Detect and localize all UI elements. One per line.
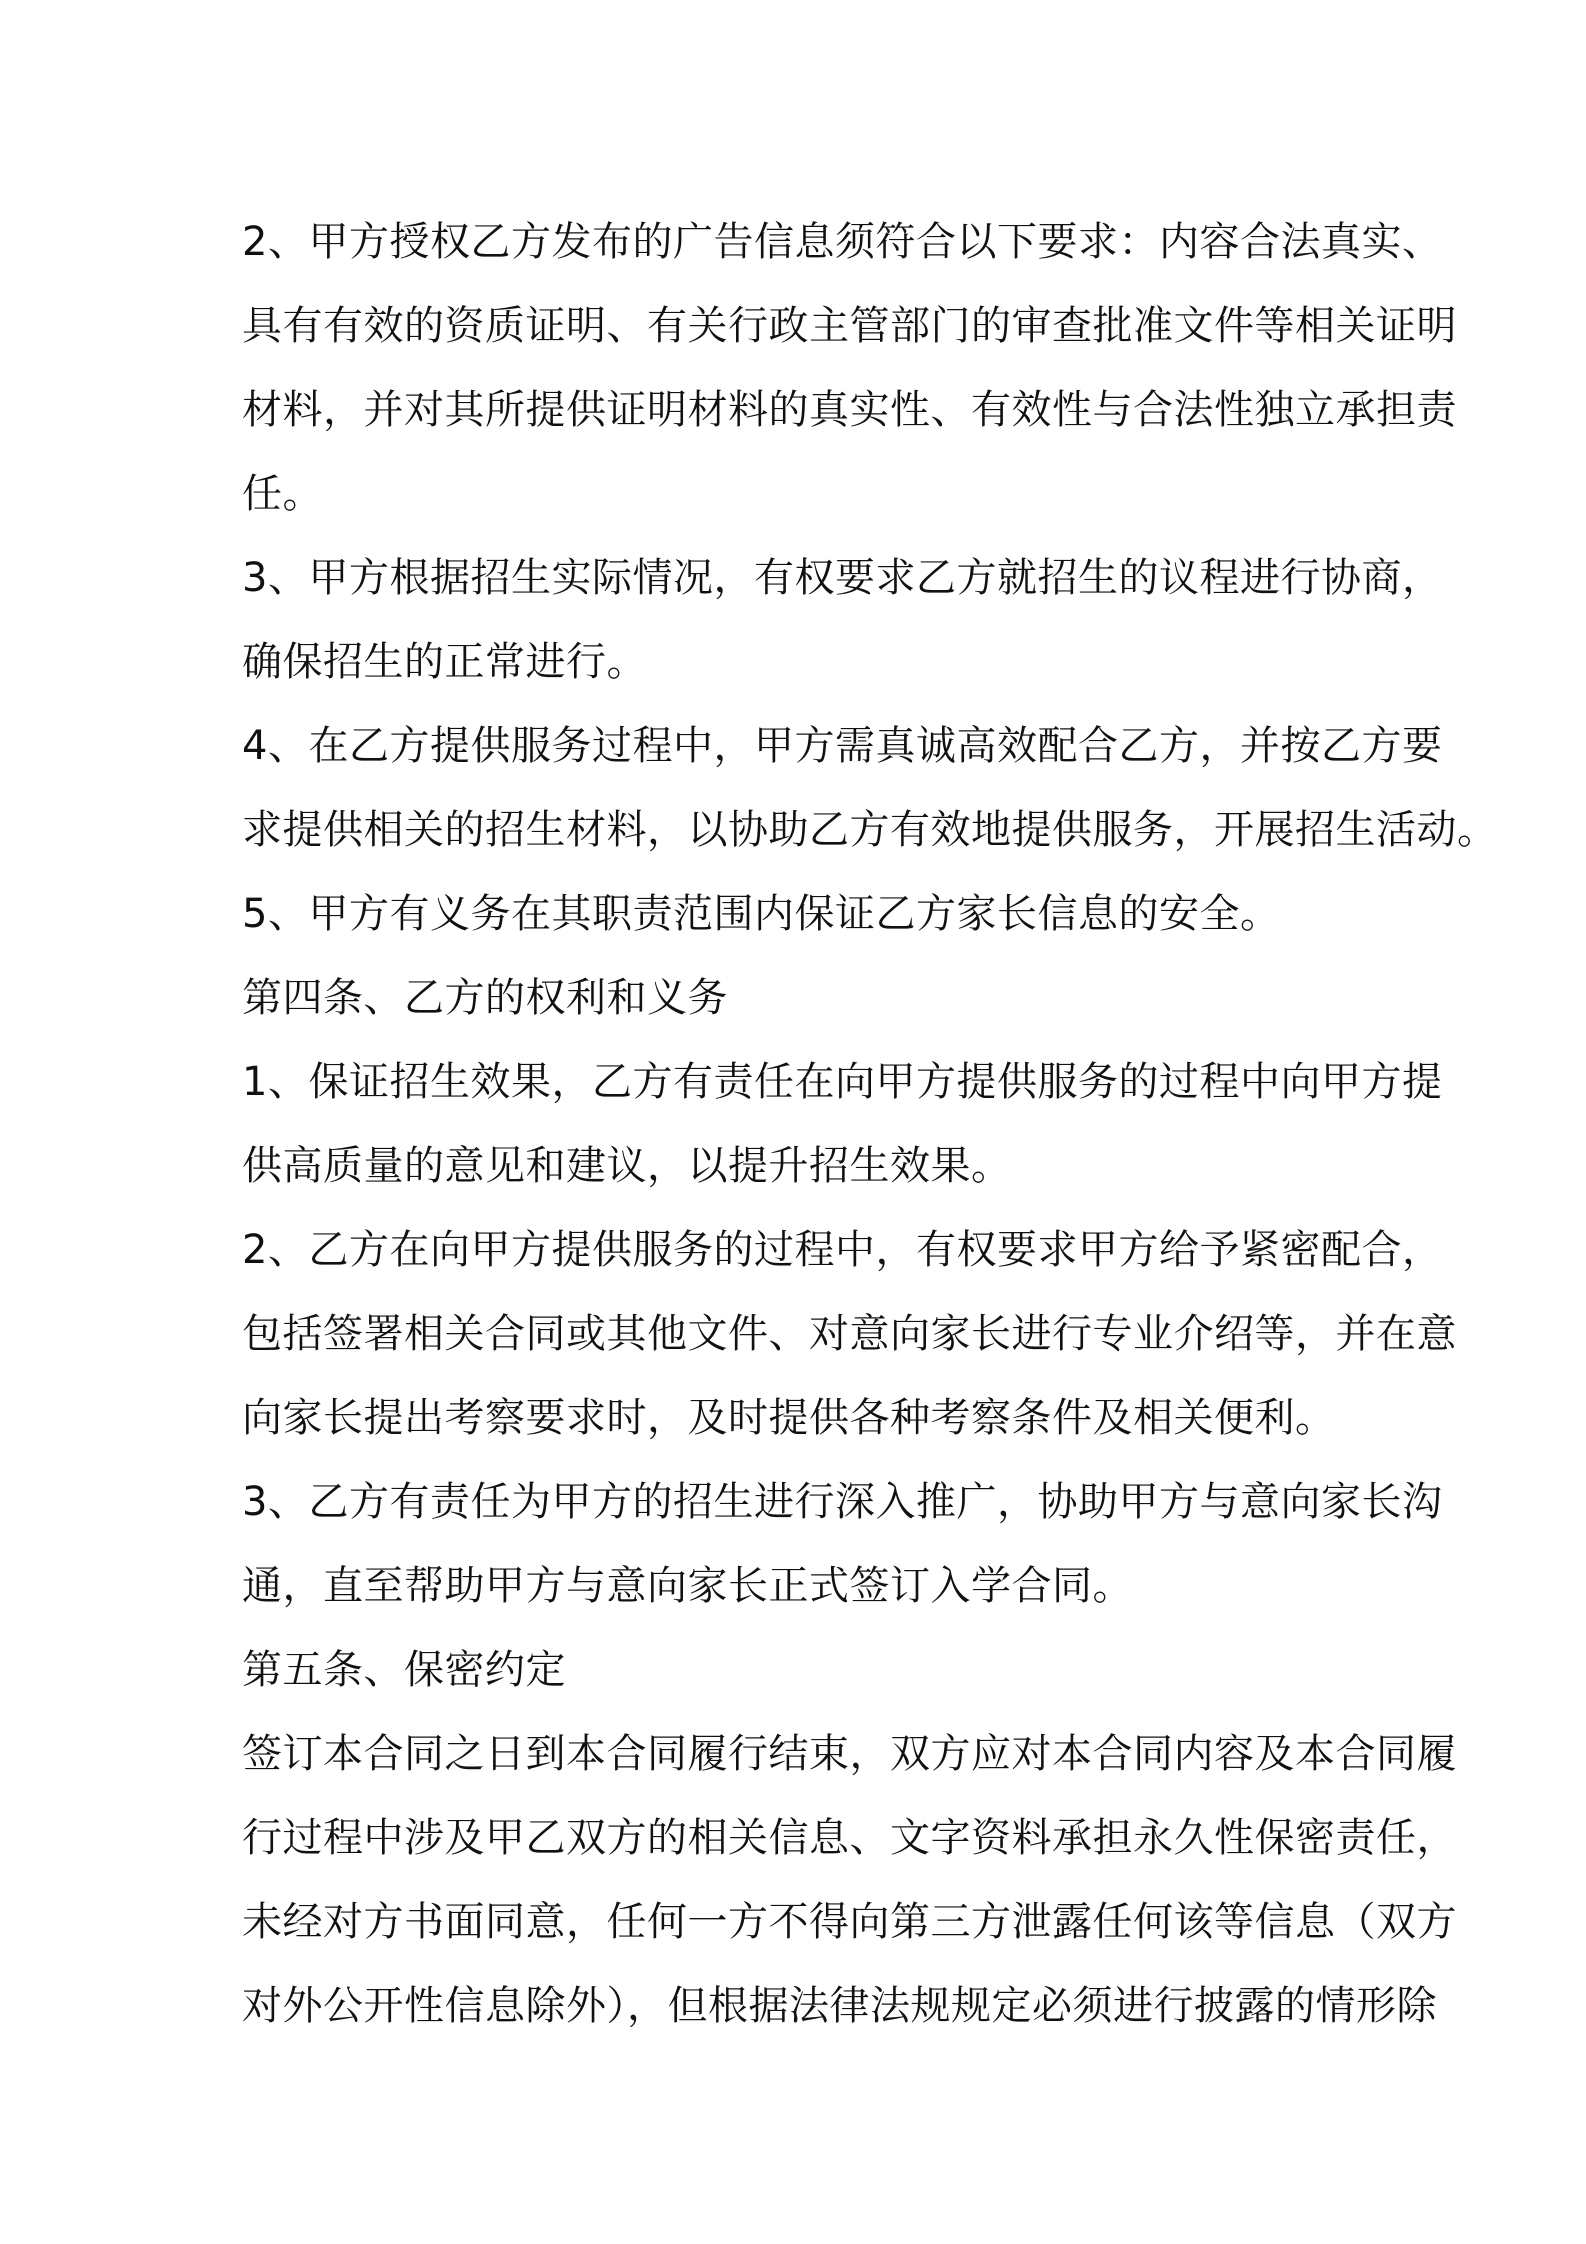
text-line: 材料，并对其所提供证明材料的真实性、有效性与合法性独立承担责 xyxy=(242,387,1457,433)
section-heading-article-4 xyxy=(242,956,1362,1040)
text-line: 具有有效的资质证明、有关行政主管部门的审查批准文件等相关证明 xyxy=(242,303,1457,349)
paragraph-clause-3-5 xyxy=(242,872,1362,956)
document-body xyxy=(242,200,1498,2048)
text-line: 2、甲方授权乙方发布的广告信息须符合以下要求：内容合法真实、 xyxy=(242,219,1443,265)
section-heading-article-5 xyxy=(242,1628,1362,1712)
text-line: 对外公开性信息除外），但根据法律法规规定必须进行披露的情形除 xyxy=(242,1983,1437,2029)
paragraph-clause-3-3 xyxy=(242,536,1443,704)
paragraph-clause-4-2 xyxy=(242,1208,1457,1460)
text-line: 5、甲方有义务在其职责范围内保证乙方家长信息的安全。 xyxy=(242,891,1281,937)
text-line: 签订本合同之日到本合同履行结束，双方应对本合同内容及本合同履 xyxy=(242,1731,1457,1777)
text-line: 向家长提出考察要求时，及时提供各种考察条件及相关便利。 xyxy=(242,1395,1336,1441)
text-line: 3、甲方根据招生实际情况，有权要求乙方就招生的议程进行协商， xyxy=(242,555,1443,601)
section-heading: 第五条、保密约定 xyxy=(242,1647,566,1693)
text-line: 1、保证招生效果，乙方有责任在向甲方提供服务的过程中向甲方提 xyxy=(242,1059,1443,1105)
text-line: 2、乙方在向甲方提供服务的过程中，有权要求甲方给予紧密配合， xyxy=(242,1227,1443,1273)
paragraph-clause-3-2 xyxy=(242,200,1457,536)
text-line: 3、乙方有责任为甲方的招生进行深入推广，协助甲方与意向家长沟 xyxy=(242,1479,1443,1525)
text-line: 包括签署相关合同或其他文件、对意向家长进行专业介绍等，并在意 xyxy=(242,1311,1457,1357)
text-line: 确保招生的正常进行。 xyxy=(242,639,647,685)
paragraph-confidentiality xyxy=(242,1712,1457,2048)
paragraph-clause-4-1 xyxy=(242,1040,1443,1208)
paragraph-clause-4-3 xyxy=(242,1460,1443,1628)
section-heading: 第四条、乙方的权利和义务 xyxy=(242,975,728,1021)
text-line: 通，直至帮助甲方与意向家长正式签订入学合同。 xyxy=(242,1563,1133,1609)
text-line: 4、在乙方提供服务过程中，甲方需真诚高效配合乙方，并按乙方要 xyxy=(242,723,1443,769)
text-line: 行过程中涉及甲乙双方的相关信息、文字资料承担永久性保密责任， xyxy=(242,1815,1457,1861)
text-line: 求提供相关的招生材料，以协助乙方有效地提供服务，开展招生活动。 xyxy=(242,807,1498,853)
text-line: 供高质量的意见和建议，以提升招生效果。 xyxy=(242,1143,1012,1189)
text-line: 未经对方书面同意，任何一方不得向第三方泄露任何该等信息（双方 xyxy=(242,1899,1457,1945)
text-line: 任。 xyxy=(242,471,323,517)
paragraph-clause-3-4 xyxy=(242,704,1498,872)
